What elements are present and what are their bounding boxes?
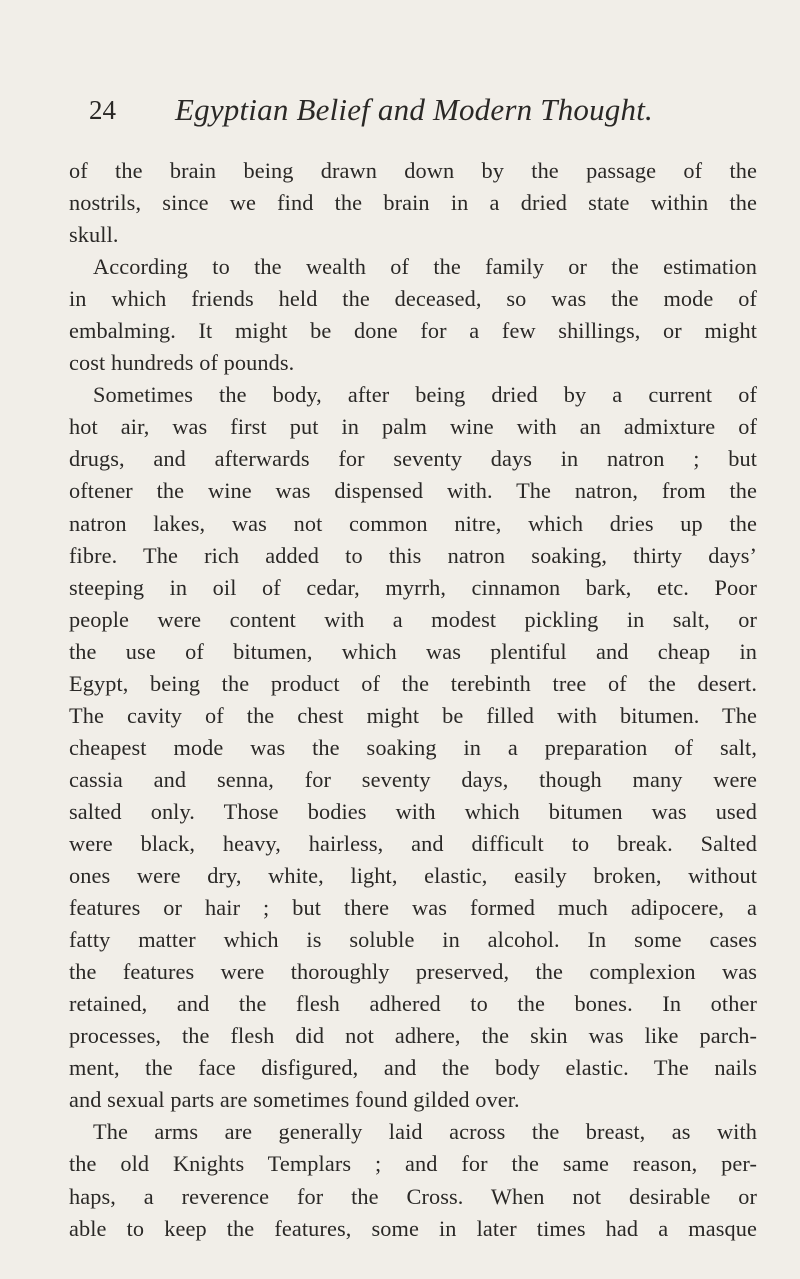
text-line: skull. xyxy=(69,222,119,248)
text-line: haps, a reverence for the Cross. When not desirable or xyxy=(69,1183,757,1209)
text-line: natron lakes, was not common nitre, which dries up the xyxy=(69,510,757,536)
text-line: able to keep the features, some in later times had a masque xyxy=(69,1215,757,1241)
text-line: cheapest mode was the soaking in a preparation of salt, xyxy=(69,734,757,760)
text-line: oftener the wine was dispensed with. The natron, from the xyxy=(69,478,757,504)
page-number: 24 xyxy=(89,95,116,125)
body-text xyxy=(69,155,757,1245)
text-line: processes, the flesh did not adhere, the skin was like parch- xyxy=(69,1023,757,1049)
text-line: fatty matter which is soluble in alcohol. In some cases xyxy=(69,927,757,953)
text-line: in which friends held the deceased, so was the mode of xyxy=(69,286,757,312)
running-title: Egyptian Belief and Modern Thought. xyxy=(175,92,653,127)
text-line: of the brain being drawn down by the passage of the xyxy=(69,158,757,183)
text-line: features or hair ; but there was formed much adipocere, a xyxy=(69,895,757,921)
text-line: retained, and the flesh adhered to the bones. In other xyxy=(69,991,757,1017)
text-line: hot air, was first put in palm wine with an admixture of xyxy=(69,414,757,440)
text-line: cost hundreds of pounds. xyxy=(69,350,295,376)
page-header xyxy=(89,92,749,136)
text-line: Egypt, being the product of the terebinth tree of the desert. xyxy=(69,670,757,696)
text-line: ones were dry, white, light, elastic, easily broken, without xyxy=(69,863,757,889)
text-line: fibre. The rich added to this natron soaking, thirty days’ xyxy=(69,542,757,568)
text-line: the features were thoroughly preserved, the complexion was xyxy=(69,959,757,985)
text-line: The arms are generally laid across the breast, as with xyxy=(93,1119,757,1145)
text-line: the use of bitumen, which was plentiful and cheap in xyxy=(69,638,757,664)
text-line: were black, heavy, hairless, and difficult to break. Salted xyxy=(69,830,757,856)
text-line: nostrils, since we find the brain in a dried state within the xyxy=(69,190,757,216)
text-line: According to the wealth of the family or the estimation xyxy=(93,254,757,280)
text-line: drugs, and afterwards for seventy days in natron ; but xyxy=(69,446,757,472)
text-line: ment, the face disfigured, and the body elastic. The nails xyxy=(69,1055,757,1081)
text-line: the old Knights Templars ; and for the same reason, per- xyxy=(69,1151,757,1177)
text-line: Sometimes the body, after being dried by a current of xyxy=(93,382,757,408)
text-line: The cavity of the chest might be filled with bitumen. The xyxy=(69,702,757,728)
text-line: cassia and senna, for seventy days, though many were xyxy=(69,766,757,792)
text-line: embalming. It might be done for a few shillings, or might xyxy=(69,318,757,344)
text-line: people were content with a modest pickling in salt, or xyxy=(69,606,757,632)
text-line: steeping in oil of cedar, myrrh, cinnamon bark, etc. Poor xyxy=(69,574,757,600)
text-line: and sexual parts are sometimes found gilded over. xyxy=(69,1087,520,1113)
text-line: salted only. Those bodies with which bitumen was used xyxy=(69,798,757,824)
